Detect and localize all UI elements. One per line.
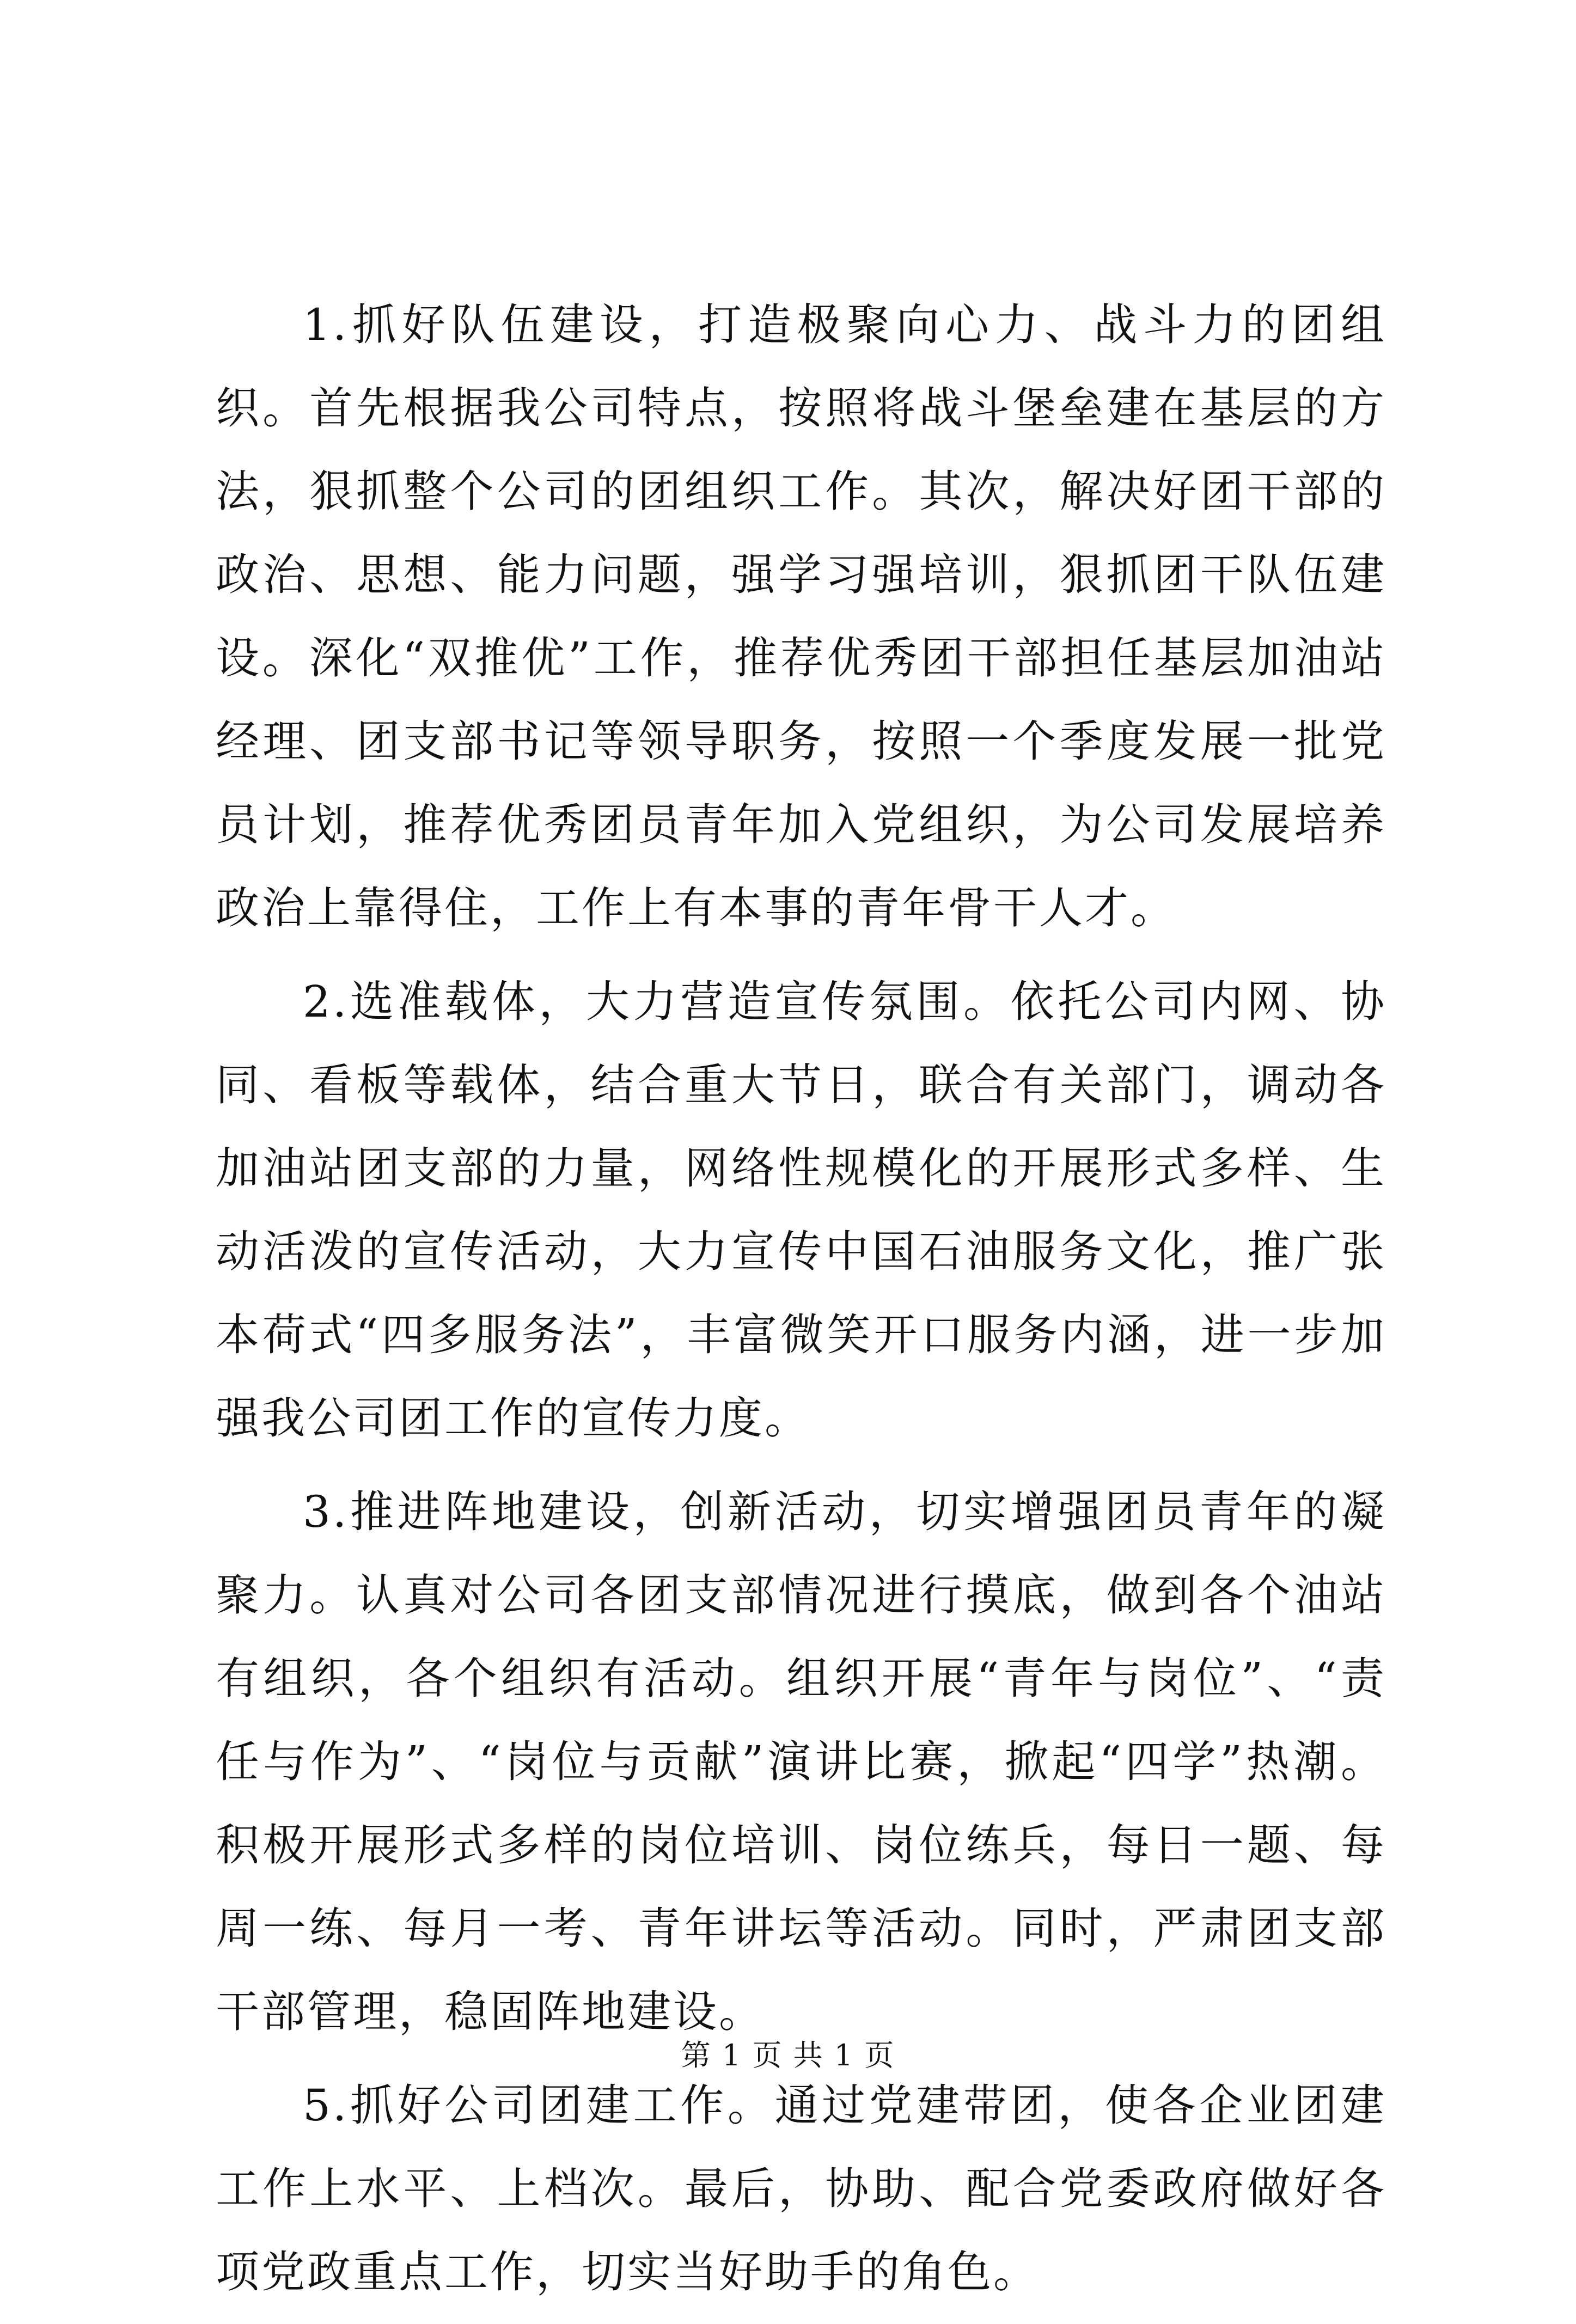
paragraph-2: 2.选准载体，大力营造宣传氛围。依托公司内网、协同、看板等载体，结合重大节日，联合有关部门，调动各加油站团支部的力量，网络性规模化的开展形式多样、生动活泼的宣传活动，大力宣传中国石油服务文化，推广张本荷式“四多服务法”，丰富微笑开口服务内涵，进一步加强我公司团工作的宣传力度。 <box>216 976 1386 1444</box>
paragraph-3: 3.推进阵地建设，创新活动，切实增强团员青年的凝聚力。认真对公司各团支部情况进行摸底，做到各个油站有组织，各个组织有活动。组织开展“青年与岗位”、“责任与作为”、“岗位与贡献”演讲比赛，掀起“四学”热潮。积极开展形式多样的岗位培训、岗位练兵，每日一题、每周一练、每月一考、青年讲坛等活动。同时，严肃团支部干部管理，稳固阵地建设。 <box>216 1487 1386 2037</box>
page-number-footer: 第 1 页 共 1 页 <box>681 2038 895 2072</box>
document-body <box>216 283 1386 2324</box>
paragraph-1: 1.抓好队伍建设，打造极聚向心力、战斗力的团组织。首先根据我公司特点，按照将战斗堡垒建在基层的方法，狠抓整个公司的团组织工作。其次，解决好团干部的政治、思想、能力问题，强学习强培训，狠抓团干队伍建设。深化“双推优”工作，推荐优秀团干部担任基层加油站经理、团支部书记等领导职务，按照一个季度发展一批党员计划，推荐优秀团员青年加入党组织，为公司发展培养政治上靠得住，工作上有本事的青年骨干人才。 <box>216 299 1386 933</box>
paragraph-5: 5.抓好公司团建工作。通过党建带团，使各企业团建工作上水平、上档次。最后，协助、配合党委政府做好各项党政重点工作，切实当好助手的角色。 <box>216 2080 1386 2297</box>
